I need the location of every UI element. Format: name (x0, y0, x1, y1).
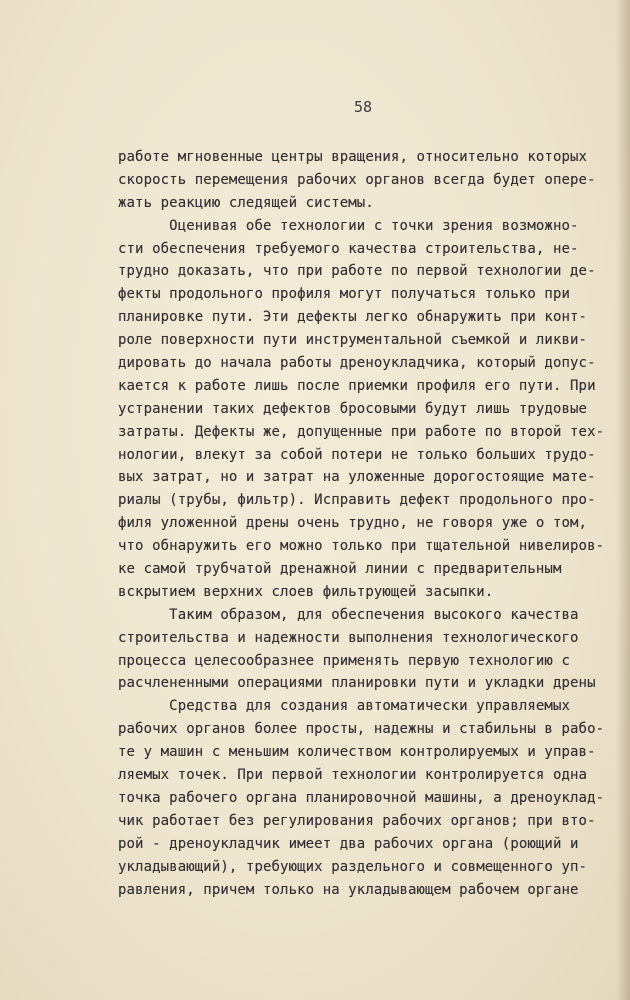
text-line: дировать до начала работы дреноукладчика, который допус- (118, 355, 596, 372)
text-line: равления, причем только на укладывающем рабочем органе (118, 881, 579, 898)
text-line: затраты. Дефекты же, допущенные при работе по второй тех- (118, 423, 605, 440)
text-line: строительства и надежности выполнения технологического (118, 629, 579, 646)
text-line: чик работает без регулирования рабочих органов; при вто- (118, 812, 596, 829)
text-line: расчлененными операциями планировки пути и укладки дрены (118, 675, 596, 692)
text-line: трудно доказать, что при работе по первой технологии де- (118, 263, 596, 280)
text-line: ляемых точек. При первой технологии контролируется одна (118, 767, 588, 784)
body-text (118, 146, 618, 901)
text-line: нологии, влекут за собой потери не только больших трудо- (118, 446, 596, 463)
text-line: точка рабочего органа планировочной машины, а дреноуклад- (118, 789, 605, 806)
text-line: процесса целесообразнее применять первую технологию с (118, 652, 571, 669)
text-line: Таким образом, для обеспечения высокого качества (118, 606, 579, 623)
text-line: рой - дреноукладчик имеет два рабочих органа (роющий и (118, 835, 579, 852)
text-line: филя уложенной дрены очень трудно, не говоря уже о том, (118, 515, 588, 532)
text-line: Оценивая обе технологии с точки зрения возможно- (118, 217, 579, 234)
text-line: вых затрат, но и затрат на уложенные дорогостоящие мате- (118, 469, 596, 486)
text-line: работе мгновенные центры вращения, относительно которых (118, 149, 588, 165)
text-line: вскрытием верхних слоев фильтрующей засыпки. (118, 583, 494, 600)
text-line: рабочих органов более просты, надежны и стабильны в рабо- (118, 721, 605, 738)
text-line: планировке пути. Эти дефекты легко обнаружить при конт- (118, 309, 588, 326)
text-line: фекты продольного профиля могут получаться только при (118, 286, 571, 303)
text-line: Средства для создания автоматически управляемых (118, 698, 571, 715)
text-line: роле поверхности пути инструментальной съемкой и ликви- (118, 332, 588, 349)
text-line: ке самой трубчатой дренажной линии с предварительным (118, 561, 562, 578)
text-line: риалы (трубы, фильтр). Исправить дефект продольного про- (118, 492, 596, 509)
text-line: устранении таких дефектов бросовыми будут лишь трудовые (118, 400, 588, 417)
text-line: те у машин с меньшим количеством контролируемых и управ- (118, 744, 596, 761)
text-line: сти обеспечения требуемого качества строительства, не- (118, 240, 579, 257)
text-line: скорость перемещения рабочих органов всегда будет опере- (118, 171, 596, 188)
text-line: укладывающий), требующих раздельного и совмещенного уп- (118, 858, 588, 875)
page-edge-shadow (616, 0, 630, 1000)
page-number: 58 (353, 98, 373, 116)
text-line: жать реакцию следящей системы. (118, 194, 374, 211)
text-line: кается к работе лишь после приемки профиля его пути. При (118, 377, 596, 394)
text-line: что обнаружить его можно только при тщательной нивелиров- (118, 538, 605, 555)
